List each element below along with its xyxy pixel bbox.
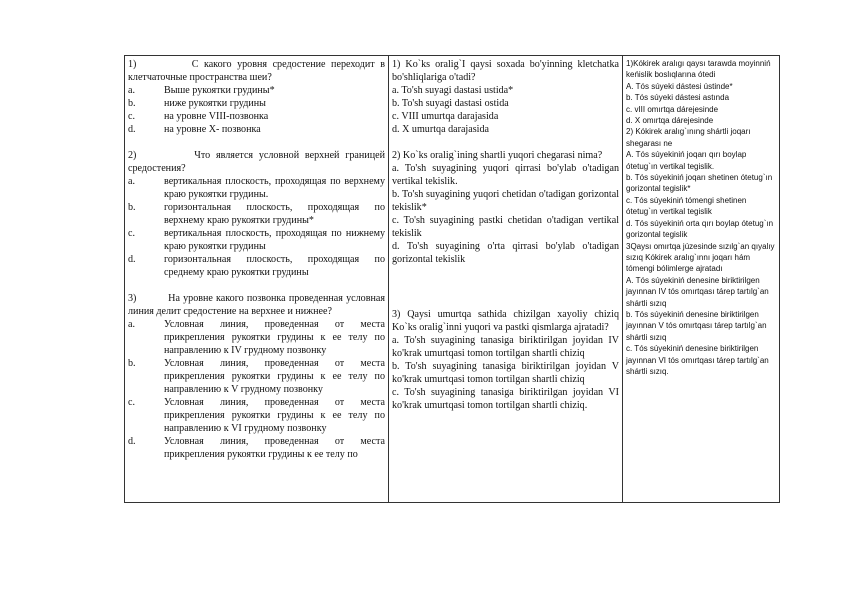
answer-option: c. Tós súyekiniń tómengi shetinen ótetug`ın vertikal tegislik [626,195,747,217]
option-letter: b. [128,358,136,369]
question-block-uz-1 [392,58,619,136]
option-letter: a. [128,176,136,187]
option-text: Условная линия, проведенная от места прикрепления рукоятки грудины к ее телу по направлению к IV грудному позвонку [164,319,385,356]
option-letter: d. [128,124,136,135]
option-letter: d. [128,436,136,447]
option-letter: a. [128,85,136,96]
answer-option: A. Tós súyekiniń joqarı qırı boylap ótetug`ın vertikal tegislik. [626,150,747,171]
answer-option: c. Tós súyekiniń denesine biriktirilgen jayınnan VI tós omırtqası tárep tartılg`an shártli sızıq. [626,344,769,376]
russian-column [125,56,389,503]
answer-option: a. To'sh suyagining yuqori qirrasi bo'ylab o'tadigan vertikal tekislik. [392,163,619,187]
answer-option [128,227,385,253]
option-text: Условная линия, проведенная от места прикрепления рукоятки грудины к ее телу по направлению к V грудному позвонку [164,358,385,395]
answer-option: b. Tós súyekiniń joqarı shetinen ótetug`ın gorizontal tegislik* [626,173,773,194]
answer-option: a. To'sh suyagining tanasiga biriktirilgan joyidan IV ko'krak umurtqasi tomon tortilgan shartli chiziq [392,335,619,359]
answer-option [128,357,385,396]
answer-option [128,253,385,279]
answer-option: d. Tós súyekiniń orta qırı boylap ótetug`ın gorizontal tegislik [626,218,774,240]
answer-option: d. X umurtqa darajasida [392,124,489,135]
question-text: 2) Что является условной верхней границей средостения? [128,150,385,174]
answer-option [128,435,385,461]
question-text: 3) На уровне какого позвонка проведенная условная линия делит средостение на верхнее и нижнее? [128,293,385,317]
question-text: 3Qaysı omırtqa júzesinde sızılg`an qıyalıy sızıq Kókirek aralıg`ınnı joqarı hám tómengi bólimlerge ajratadı [626,241,775,274]
option-letter: d. [128,254,136,265]
option-text: Условная линия, проведенная от места прикрепления рукоятки грудины к ее телу по направлению к VI грудному позвонку [164,397,385,434]
table-row [125,56,780,503]
question-text: 1) С какого уровня средостение переходит в клетчаточные пространства шеи? [128,59,385,83]
question-block-uz-3 [392,308,619,412]
answer-option: d. X omırtqa dárejesinde [626,116,714,126]
answer-option [128,84,385,97]
option-letter: c. [128,397,136,408]
answer-option: d. To'sh suyagining o'rta qirrasi bo'ylab o'tadigan gorizontal tekislik [392,241,619,265]
uzbek-column [389,56,623,503]
answer-option: c. vIII omırtqa dárejesinde [626,104,719,114]
answer-option: b. To'sh suyagi dastasi ostida [392,98,509,109]
answer-option: a. To'sh suyagi dastasi ustida* [392,85,514,96]
answer-option: c. To'sh suyagining pastki chetidan o'tadigan vertikal tekislik [392,215,619,239]
option-text: на уровне X- позвонка [164,124,261,135]
option-text: ниже рукоятки грудины [164,98,266,109]
option-text: Выше рукоятки грудины* [164,85,275,96]
answer-option: c. VIII umurtqa darajasida [392,111,499,122]
answer-option [128,110,385,123]
question-block-uz-2 [392,149,619,266]
option-letter: b. [128,202,136,213]
answer-option: b. Tós súyeki dástesi astında [626,93,730,103]
answer-option: c. To'sh suyagining tanasiga biriktirilgan joyidan VI ko'krak umurtqasi tomon tortilgan shartli chiziq. [392,387,619,411]
question-text: 3) Qaysi umurtqa sathida chizilgan xayoliy chiziq Ko`ks oralig`inni yuqori va pastki qismlarga ajratadi? [392,309,619,333]
option-text: вертикальная плоскость, проходящая по нижнему краю рукоятки грудины [164,228,385,252]
answer-option [128,97,385,110]
answer-option [128,123,385,136]
answer-option: A. Tós súyekiniń denesine biriktirilgen jayınnan IV tós omırtqası tárep tartılg`an shártli sızıq [626,275,769,308]
quiz-table [124,55,780,503]
question-block-ru-3 [128,292,385,461]
option-letter: a. [128,319,136,330]
question-block-ru-2 [128,149,385,279]
option-text: на уровне VIII-позвонка [164,111,269,122]
option-letter: b. [128,98,136,109]
answer-option: b. Tós súyekiniń denesine biriktirilgen jayınnan V tós omırtqası tárep tartılg`an shártli sızıq [626,309,767,342]
option-letter: c. [128,228,136,239]
option-text: горизонтальная плоскость, проходящая по среднему краю рукоятки грудины [164,254,385,278]
option-text: горизонтальная плоскость, проходящая по верхнему краю рукоятки грудины* [164,202,385,226]
option-text: Условная линия, проведенная от места прикрепления рукоятки грудины к ее телу по [164,436,385,460]
option-text: вертикальная плоскость, проходящая по верхнему краю рукоятки грудины. [164,176,385,200]
answer-option [128,201,385,227]
answer-option: b. To'sh suyagining yuqori chetidan o'tadigan gorizontal tekislik* [392,189,619,213]
answer-option: b. To'sh suyagining tanasiga biriktirilgan joyidan V ko'krak umurtqasi tomon tortilgan shartli chiziq [392,361,619,385]
question-text: 1) Ko`ks oralig`I qaysi soxada bo'yinning kletchatka bo'shliqlariga o'tadi? [392,59,619,83]
answer-option [128,396,385,435]
question-text: 1)Kókirek aralıgı qaysı tarawda moyinniń keńislik boslıqlarına ótedi [626,59,771,80]
question-block-ru-1 [128,58,385,136]
answer-option: A. Tós súyeki dástesi ústinde* [626,81,733,91]
karakalpak-column [623,56,780,503]
question-text: 2) Ko`ks oralig`ining shartli yuqori chegarasi nima? [392,150,603,161]
answer-option [128,175,385,201]
question-text: 2) Kókirek aralıg`ınıng shártli joqarı shegarası ne [626,127,751,148]
option-letter: c. [128,111,136,122]
answer-option [128,318,385,357]
